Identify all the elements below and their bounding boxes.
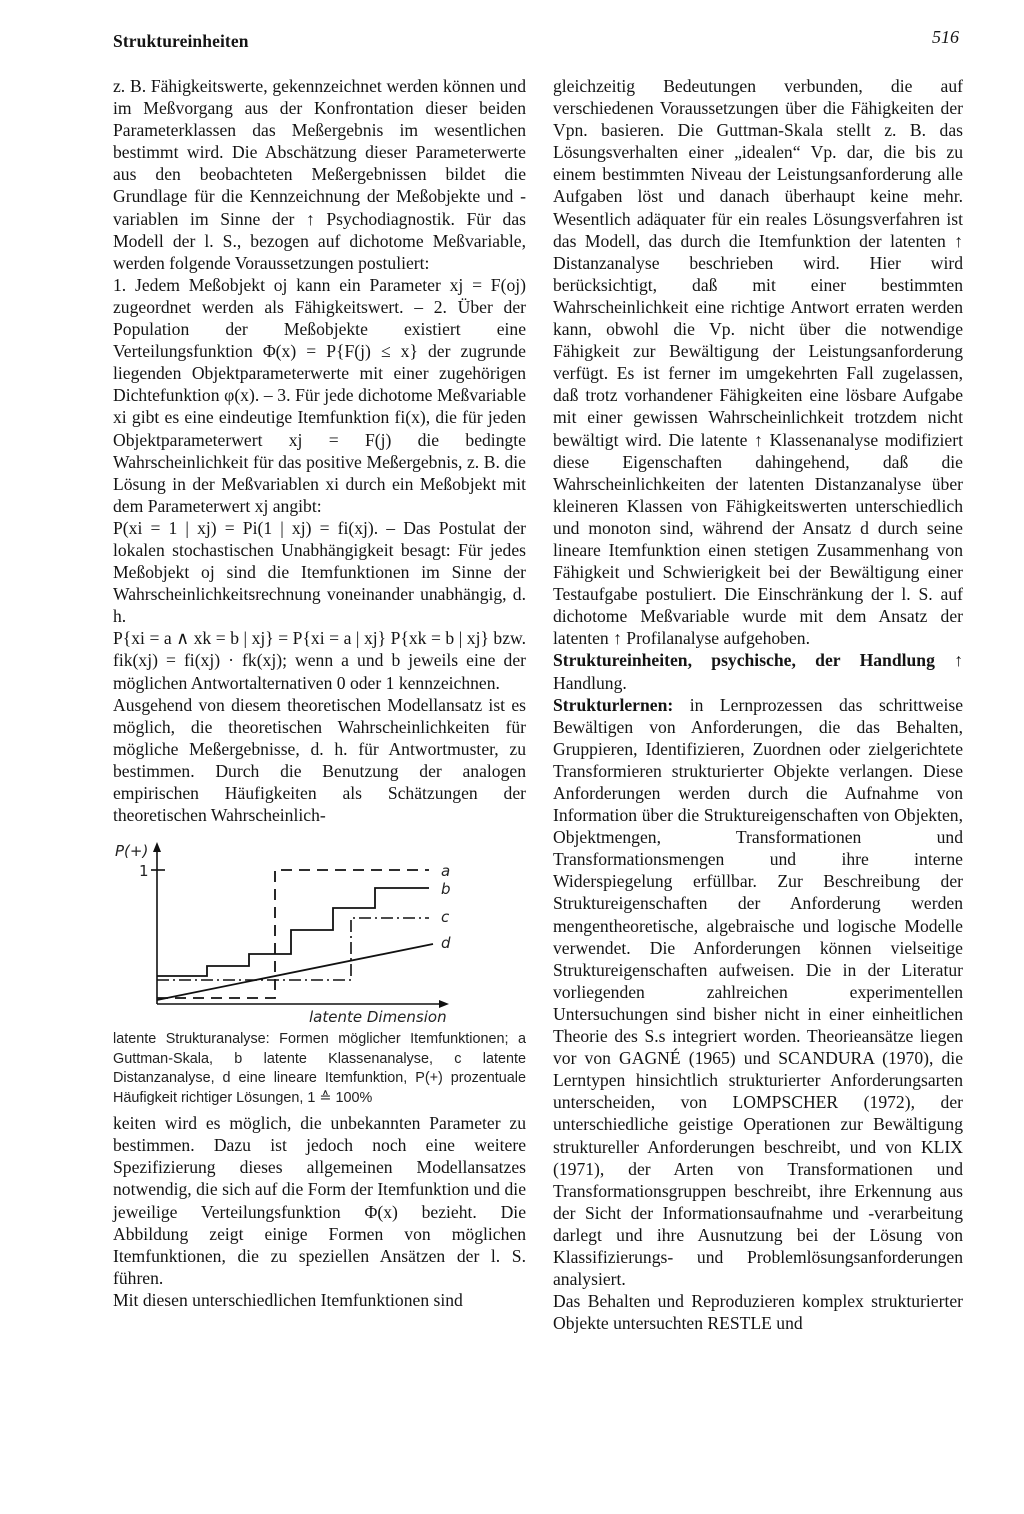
item-function-figure	[113, 840, 526, 1027]
entry-headword: Struktureinheiten, psychische, der Handlung	[553, 650, 935, 671]
running-header-title: Struktureinheiten	[113, 31, 249, 51]
cross-reference[interactable]: ↑ Handlung.	[553, 650, 963, 693]
y-axis-arrow	[153, 842, 161, 852]
right-column	[553, 75, 963, 1334]
paragraph: P(xi = 1 | xj) = Pi(1 | xj) = fi(xj). – Das Postulat der lokalen stochastischen Unabhängigkeit besagt: Für jedes Meßobjekt oj sind die Itemfunktionen im Sinne der Wahrscheinlichkeitsrechnung voneinander unabhängig, d. h.	[113, 517, 526, 627]
paragraph: z. B. Fähigkeitswerte, gekennzeichnet werden können und im Meßvorgang aus der Konfrontation dieser beiden Parameterklassen das Meßergebnis im wesentlichen bestimmt wird. Die Abschätzung dieser Parameterwerte aus den beobachteten Meßergebnissen bildet die Grundlage für die Kennzeichnung der Meßobjekte und -variablen im Sinne der ↑ Psychodiagnostik. Für das Modell der l. S., bezogen auf dichotome Meßvariable, werden folgende Voraussetzungen postuliert:	[113, 76, 526, 273]
curve-a	[157, 870, 429, 998]
entry-struktureinheiten	[553, 649, 963, 693]
curve-b	[157, 888, 429, 976]
figure-caption: latente Strukturanalyse: Formen möglicher Itemfunktionen; a Guttman-Skala, b latente Klassenanalyse, c latente Distanzanalyse, d eine lineare Itemfunktion, P(+) prozentuale Häufigkeit richtiger Lösungen, 1 ≙ 100%	[113, 1031, 526, 1106]
left-column	[113, 75, 526, 1311]
curve-label-d: d	[441, 934, 451, 953]
y-axis-label: P(+)	[115, 842, 149, 861]
item-function-plot	[113, 840, 526, 1024]
paragraph: P{xi = a ∧ xk = b | xj} = P{xi = a | xj} P{xk = b | xj} bzw. fik(xj) = fi(xj) · fk(xj); wenn a und b jeweils eine der möglichen Antwortalternativen 0 oder 1 kennzeichnen.	[113, 628, 526, 693]
paragraph: keiten wird es möglich, die unbekannten Parameter zu bestimmen. Dazu ist jedoch noch eine weitere Spezifizierung dieses allgemeinen Modellansatzes notwendig, die sich auf die Form der Itemfunktion und die jeweilige Verteilungsfunktion Φ(x) bezieht. Die Abbildung zeigt einige Formen von möglichen Itemfunktionen, die zu speziellen Ansätzen der l. S. führen.	[113, 1113, 526, 1288]
paragraph: 1. Jedem Meßobjekt oj kann ein Parameter xj = F(oj) zugeordnet werden als Fähigkeitswert. – 2. Über der Population der Meßobjekte existiert eine Verteilungsfunktion Φ(x) = P{F(j) ≤ x} der zugrunde liegenden Objektparameterwerte mit einer zugehörigen Dichtefunktion φ(x). – 3. Für jede dichotome Meßvariable xi gibt es eine eindeutige Itemfunktion fi(x), die für jeden Objektparameterwert xj = F(j) die bedingte Wahrscheinlichkeit für das positive Meßergebnis, z. B. die Lösung in der Meßvariablen xi durch ein Meßobjekt mit dem Parameterwert xj angibt:	[113, 274, 526, 516]
curve-label-a: a	[441, 862, 451, 881]
curve-label-b: b	[441, 880, 451, 899]
x-axis-label: latente Dimension	[309, 1008, 447, 1027]
curve-c	[157, 918, 429, 980]
paragraph: Das Behalten und Reproduzieren komplex strukturierter Objekte untersuchten RESTLE und	[553, 1291, 963, 1334]
curve-label-c: c	[441, 908, 450, 927]
y-tick-label: 1	[139, 862, 149, 881]
entry-body: in Lernprozessen das schrittweise Bewältigen von Anforderungen, die das Behalten, Gruppieren, Identifizieren, Zuordnen oder zielgerichtete Transformieren strukturierter Objekte verlangen. Diese Anforderungen werden durch die Aufnahme von Information über die Struktureigenschaften von Objekten, Objektmengen, Transformationen und Transformationsmengen und ihre interne Widerspiegelung erfüllbar. Zur Beschreibung der Struktureigenschaften der Anforderung werden mengentheoretische, algebraische und logische Modelle verwendet. Die Anforderungen können vielseitige Struktureigenschaften aufweisen. Die in der Literatur vorliegenden zahlreichen experimentellen Untersuchungen sind bisher nicht in einer einheitlichen Theorie des S.s integriert worden. Theorieansätze liegen vor von GAGNÉ (1965) und SCANDURA (1970), die Lerntypen hinsichtlich strukturierter Anforderungsarten unterscheiden, von LOMPSCHER (1972), der unterschiedliche geistige Operationen zur Bewältigung struktureller Anforderungen beschreibt, und von KLIX (1971), der Arten von Transformationen und Transformationsgruppen beschreibt, ihre Erkennung aus der Sicht der Informationsaufnahme und -verarbeitung darlegt und ihre Ausnutzung bei der Lösung von Klassifizierungs- und Problemlösungsanforderungen analysiert.	[553, 694, 963, 1290]
page-number: 516	[932, 27, 959, 47]
entry-strukturlernen	[553, 694, 963, 1291]
entry-headword: Strukturlernen:	[553, 694, 674, 715]
curve-d	[157, 944, 433, 1000]
paragraph: Ausgehend von diesem theoretischen Modellansatz ist es möglich, die theoretischen Wahrscheinlichkeiten für mögliche Meßergebnisse, d. h. für Antwortmuster, zu bestimmen. Durch die Benutzung der analogen empirischen Häufigkeiten als Schätzungen der theoretischen Wahrscheinlich-	[113, 694, 526, 826]
paragraph: gleichzeitig Bedeutungen verbunden, die auf verschiedenen Voraussetzungen über die Fähigkeiten der Vpn. basieren. Die Guttman-Skala stellt z. B. das Lösungsverhalten einer „idealen“ Vp. dar, die bis zu einem bestimmten Niveau der Leistungsanforderung alle Aufgaben löst und danach überhaupt keine mehr. Wesentlich adäquater für ein reales Lösungsverfahren ist das Modell, das durch die Itemfunktion der latenten ↑ Distanzanalyse beschrieben wird. Hier wird berücksichtigt, daß mit einer bestimmten Wahrscheinlichkeit eine richtige Antwort erraten werden kann, obwohl die Vp. nicht über die notwendige Fähigkeit zur Bewältigung der Leistungsanforderung verfügt. Es ist ferner im umgekehrten Fall zugelassen, daß trotz vorhandener Fähigkeiten eine lösbare Aufgabe mit einer gewissen Wahrscheinlichkeit trotzdem nicht bewältigt wird. Die latente ↑ Klassenanalyse modifiziert diese Eigenschaften dahingehend, daß die Wahrscheinlichkeiten der latenten Distanzanalyse über kleineren Klassen von Fähigkeitswerten unterschiedlich und monoton sind, während der Ansatz d durch seine lineare Itemfunktion einen stetigen Zusammenhang von Fähigkeit und Schwierigkeit bei der Bewältigung einer Testaufgabe postuliert. Die Einschränkung der l. S. auf dichotome Meßvariable wurde mit dem Ansatz der latenten ↑ Profilanalyse aufgehoben.	[553, 76, 963, 649]
paragraph: Mit diesen unterschiedlichen Itemfunktionen sind	[113, 1289, 463, 1310]
